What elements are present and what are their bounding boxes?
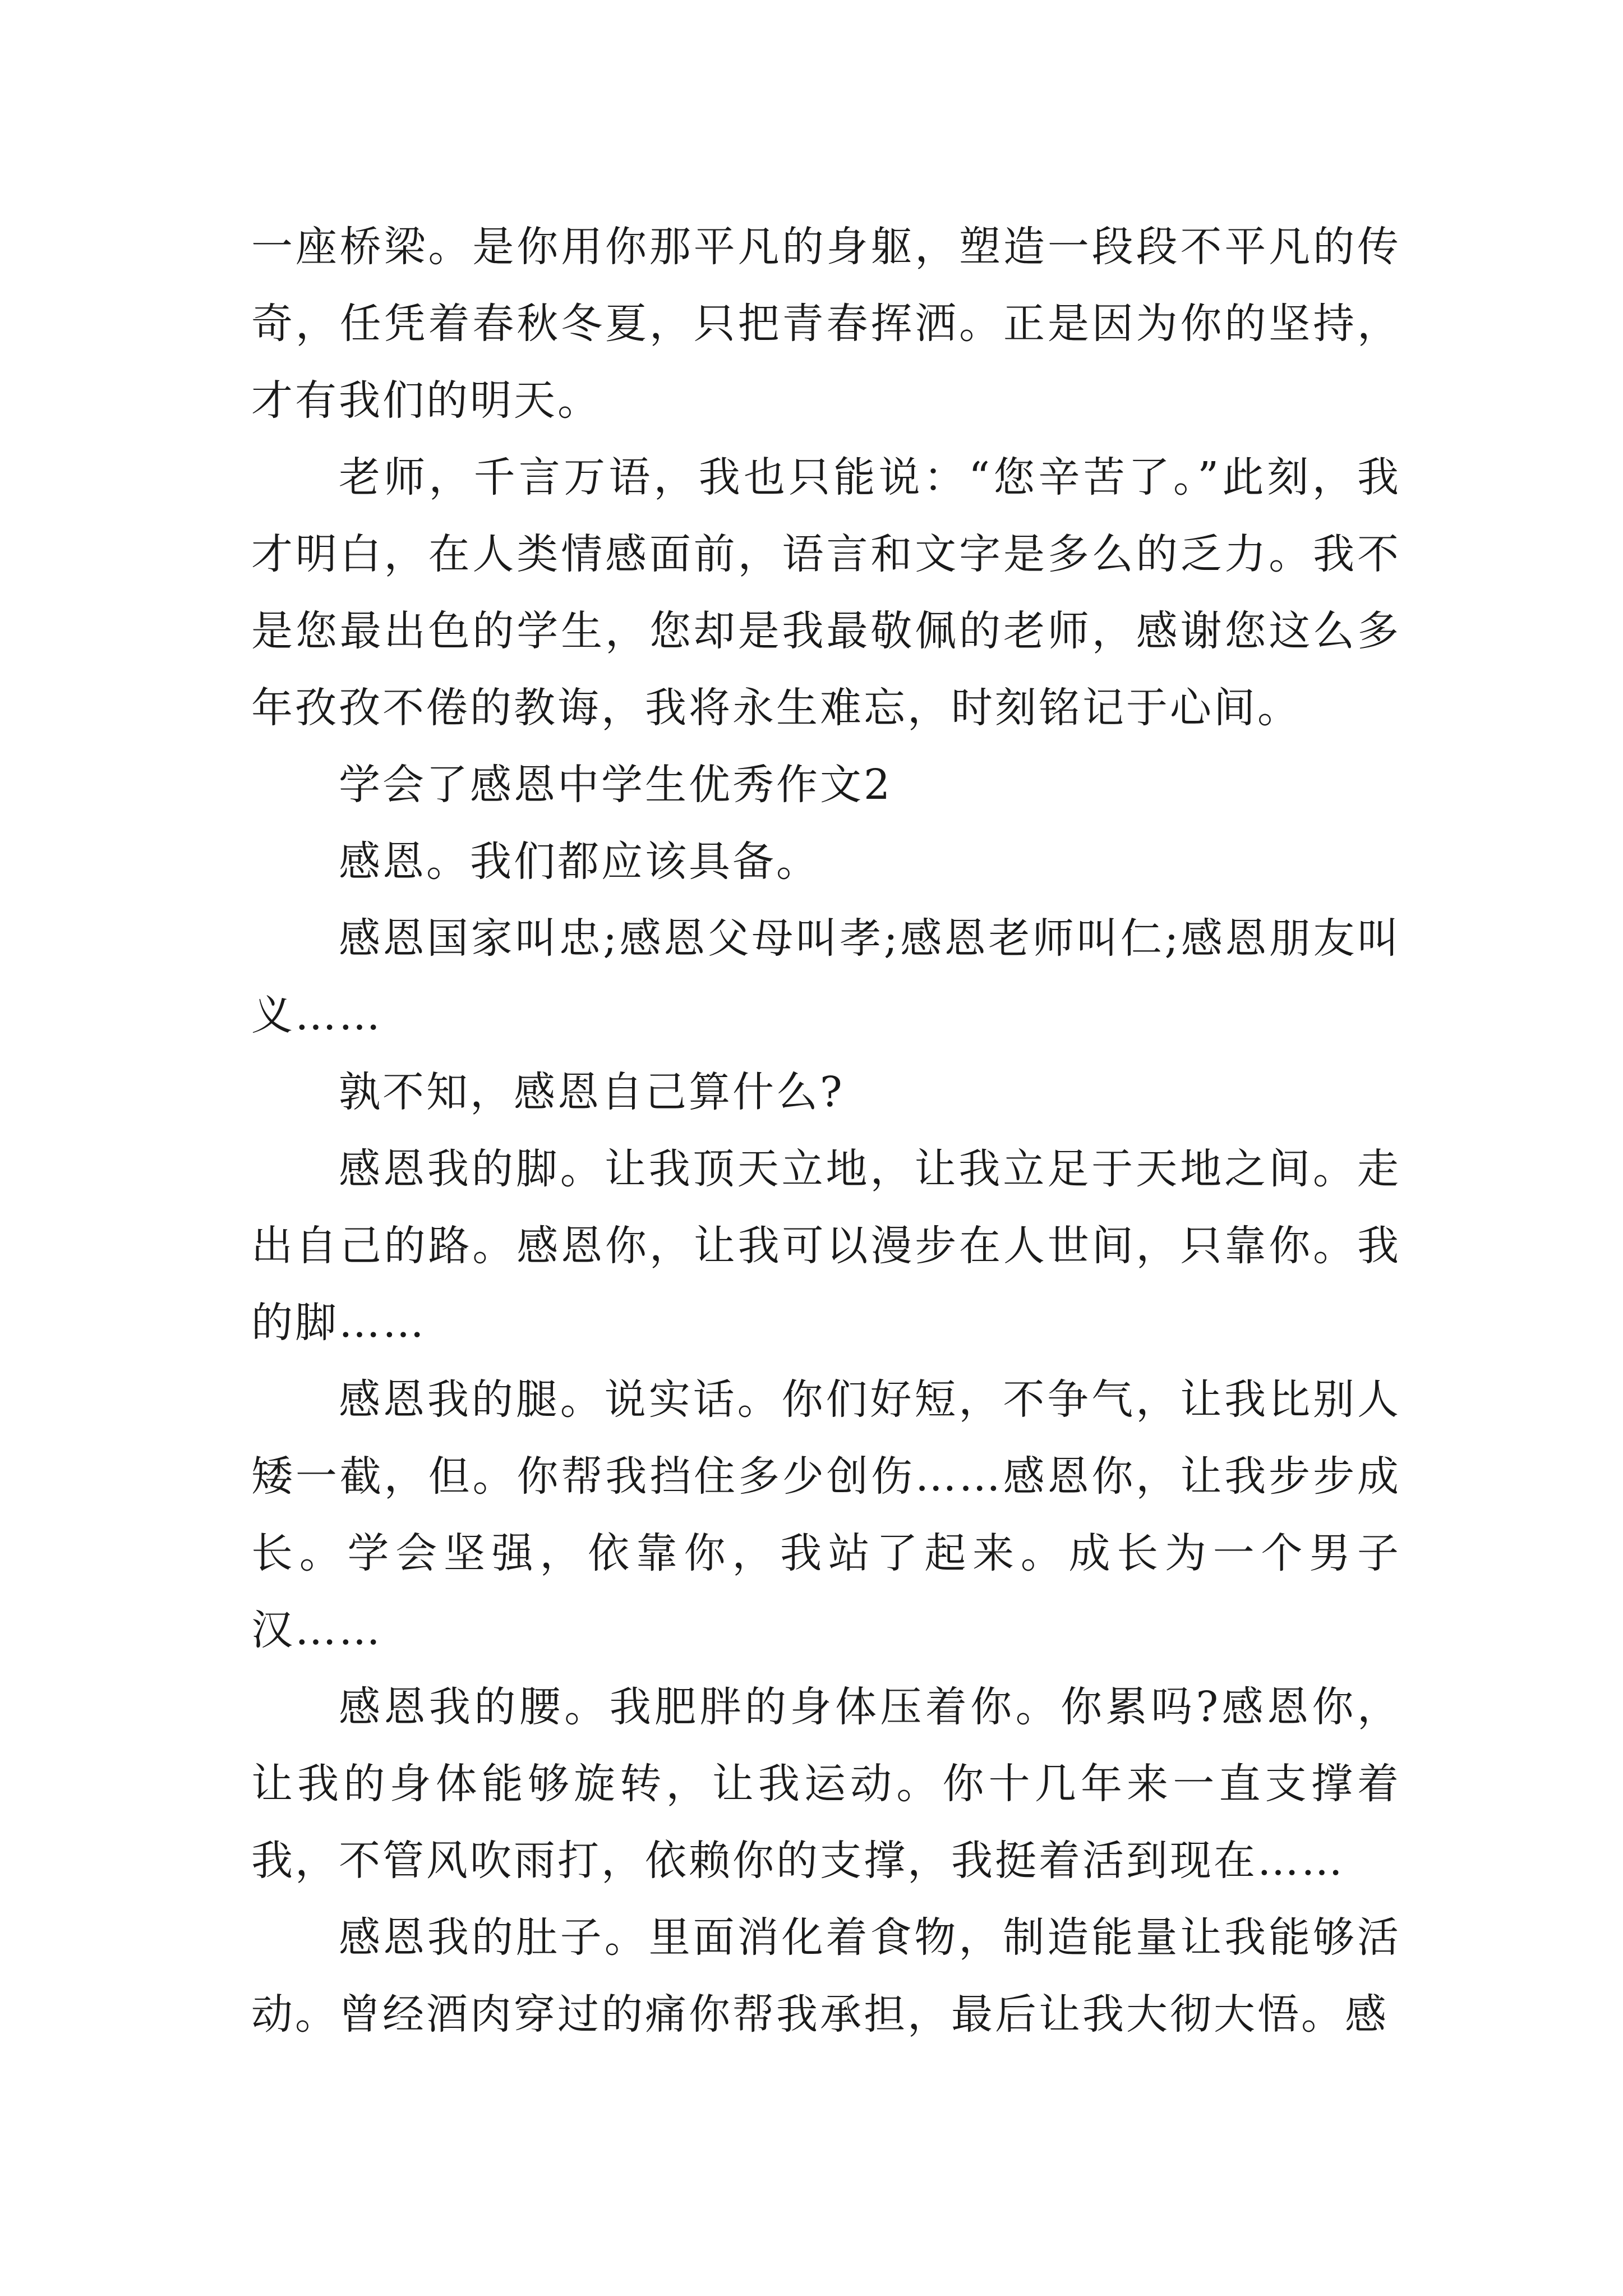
essay-title: 学会了感恩中学生优秀作文2: [339, 761, 893, 809]
paragraph: 感恩我的脚。让我顶天立地，让我立足于天地之间。走出自己的路。感恩你，让我可以漫步在人世间，只靠你。我的脚……: [251, 1145, 1401, 1347]
paragraph: 孰不知，感恩自己算什么?: [339, 1068, 845, 1116]
paragraph: 感恩我的肚子。里面消化着食物，制造能量让我能够活动。曾经酒肉穿过的痛你帮我承担，最后让我大彻大悟。感: [251, 1913, 1401, 2039]
paragraph: 感恩。我们都应该具备。: [339, 838, 820, 886]
document-body: [251, 209, 1401, 2053]
paragraph: 老师，千言万语，我也只能说：“您辛苦了。”此刻，我才明白，在人类情感面前，语言和文字是多么的乏力。我不是您最出色的学生，您却是我最敬佩的老师，感谢您这么多年孜孜不倦的教诲，我将永生难忘，时刻铭记于心间。: [251, 453, 1401, 732]
paragraph: 感恩我的腰。我肥胖的身体压着你。你累吗?感恩你，让我的身体能够旋转，让我运动。你十几年来一直支撑着我，不管风吹雨打，依赖你的支撑，我挺着活到现在……: [251, 1683, 1401, 1885]
paragraph: 感恩我的腿。说实话。你们好短，不争气，让我比别人矮一截，但。你帮我挡住多少创伤……感恩你，让我步步成长。学会坚强，依靠你，我站了起来。成长为一个男子汉……: [251, 1375, 1401, 1654]
paragraph-continuation: 一座桥梁。是你用你那平凡的身躯，塑造一段段不平凡的传奇，任凭着春秋冬夏，只把青春挥洒。正是因为你的坚持，才有我们的明天。: [251, 223, 1401, 425]
paragraph: 感恩国家叫忠;感恩父母叫孝;感恩老师叫仁;感恩朋友叫义……: [251, 914, 1401, 1039]
